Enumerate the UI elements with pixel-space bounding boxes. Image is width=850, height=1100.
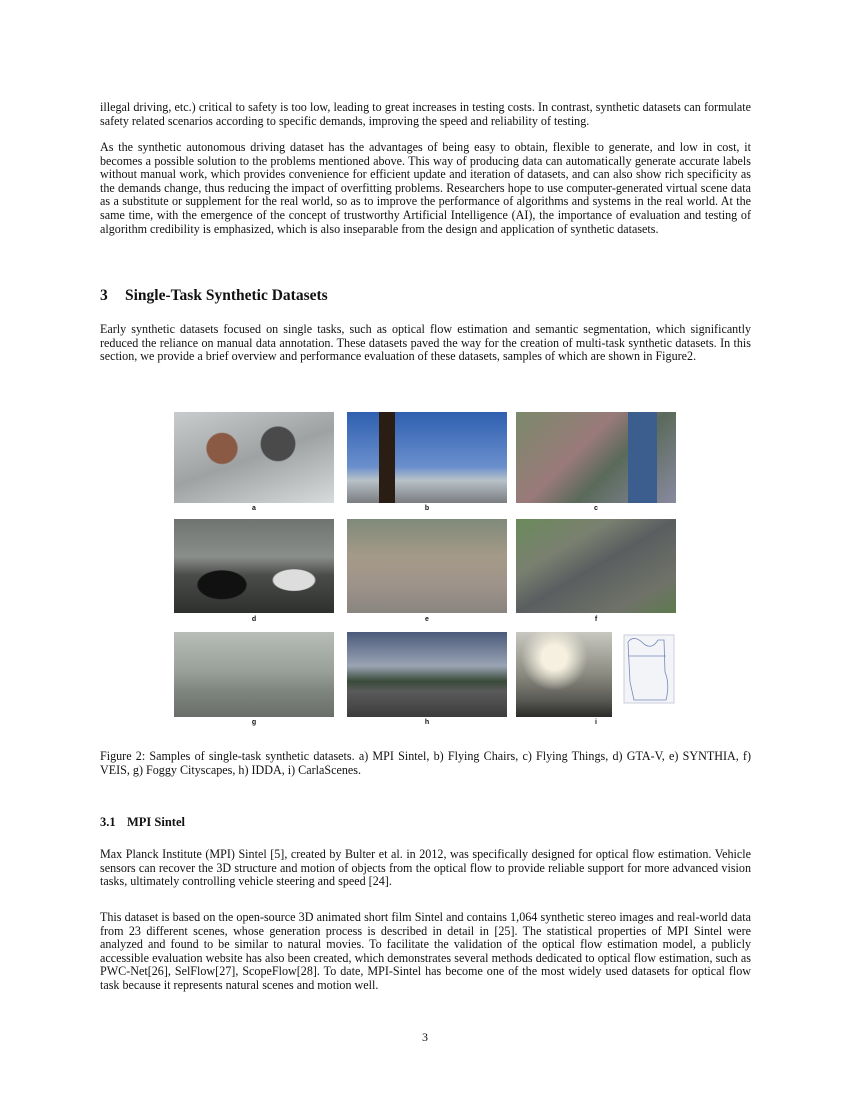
figure-2-caption (100, 750, 751, 777)
paragraph-text: illegal driving, etc.) critical to safety is too low, leading to great increases in testing costs. In contrast, synthetic datasets can formulate safety related scenarios according to specific demands, improving the speed and reliability of testing. (100, 100, 751, 128)
figure-panel-b-image (347, 412, 507, 503)
section-number: 3 (100, 287, 108, 304)
section-title: MPI Sintel (127, 815, 185, 829)
intro-paragraph-2 (100, 141, 751, 236)
figure-panel-g-image (174, 632, 334, 717)
trajectory-plot (614, 632, 677, 717)
figure-panel-f-image (516, 519, 676, 613)
caption-text: Figure 2: Samples of single-task synthetic datasets. a) MPI Sintel, b) Flying Chairs, c) Flying Things, d) GTA-V, e) SYNTHIA, f) VEIS, g) Foggy Cityscapes, h) IDDA, i) CarlaScenes. (100, 749, 751, 777)
figure-panel-e-image (347, 519, 507, 613)
figure-panel-i-plot (614, 632, 677, 717)
figure-panel-label: c (594, 505, 598, 512)
figure-panel-a-image (174, 412, 334, 503)
figure-panel-label: g (251, 719, 257, 726)
section-3-heading (100, 287, 328, 305)
paragraph-text: As the synthetic autonomous driving dataset has the advantages of being easy to obtain, flexible to generate, and low in cost, it becomes a possible solution to the problems mentioned above. This way of producing data can automatically generate accurate labels without manual work, which provides convenience for efficient update and iteration of datasets, and can also show rich specificity as the demands change, thus reducing the impact of overfitting problems. Researchers hope to use computer-generated virtual scene data as a substitute or supplement for the real world, so as to improve the performance of algorithms and systems in the real world. At the same time, with the emergence of the concept of trustworthy Artificial Intelligence (AI), the importance of evaluation and testing of algorithm credibility is emphasized, which is also inseparable from the design and application of synthetic datasets. (100, 140, 751, 236)
figure-panel-i-image (516, 632, 612, 717)
figure-panel-h-image (347, 632, 507, 717)
paragraph-text: Max Planck Institute (MPI) Sintel [5], created by Bulter et al. in 2012, was specifically designed for optical flow estimation. Vehicle sensors can recover the 3D structure and motion of objects from the optical flow to provide reliable support for more advanced vision tasks, ultimately controlling vehicle steering and speed [24]. (100, 847, 751, 889)
figure-panel-label: a (252, 505, 256, 512)
figure-panel-label: f (594, 616, 598, 623)
figure-panel-label: b (424, 505, 430, 512)
section-3-1-paragraph-1 (100, 848, 751, 889)
figure-panel-label: i (595, 719, 597, 726)
page-number: 3 (422, 1030, 428, 1044)
paragraph-text: Early synthetic datasets focused on single tasks, such as optical flow estimation and semantic segmentation, which significantly reduced the reliance on manual data annotation. These datasets paved the way for the creation of multi-task synthetic datasets. In this section, we provide a brief overview and performance evaluation of these datasets, samples of which are shown in Figure2. (100, 322, 751, 364)
section-title: Single-Task Synthetic Datasets (125, 287, 328, 304)
section-3-1-paragraph-2 (100, 911, 751, 993)
figure-panel-c-image (516, 412, 676, 503)
figure-panel-label: d (251, 616, 257, 623)
section-number: 3.1 (100, 815, 116, 829)
figure-panel-label: e (425, 616, 429, 623)
paragraph-text: This dataset is based on the open-source 3D animated short film Sintel and contains 1,064 synthetic stereo images and real-world data from 23 different scenes, whose generation process is described in detail in [25]. The statistical properties of MPI Sintel were analyzed and found to be similar to natural movies. To facilitate the validation of the optical flow estimation model, a publicly accessible evaluation website has also been created, which demonstrates several methods dedicated to optical flow estimation, such as PWC-Net[26], SelFlow[27], ScopeFlow[28]. To date, MPI-Sintel has become one of the most widely used datasets for optical flow task because it represents natural scenes and motion well. (100, 910, 751, 992)
figure-panel-label: h (424, 719, 430, 726)
section-3-paragraph (100, 323, 751, 364)
section-3-1-heading (100, 815, 185, 830)
figure-panel-d-image (174, 519, 334, 613)
intro-paragraph-1 (100, 101, 751, 128)
